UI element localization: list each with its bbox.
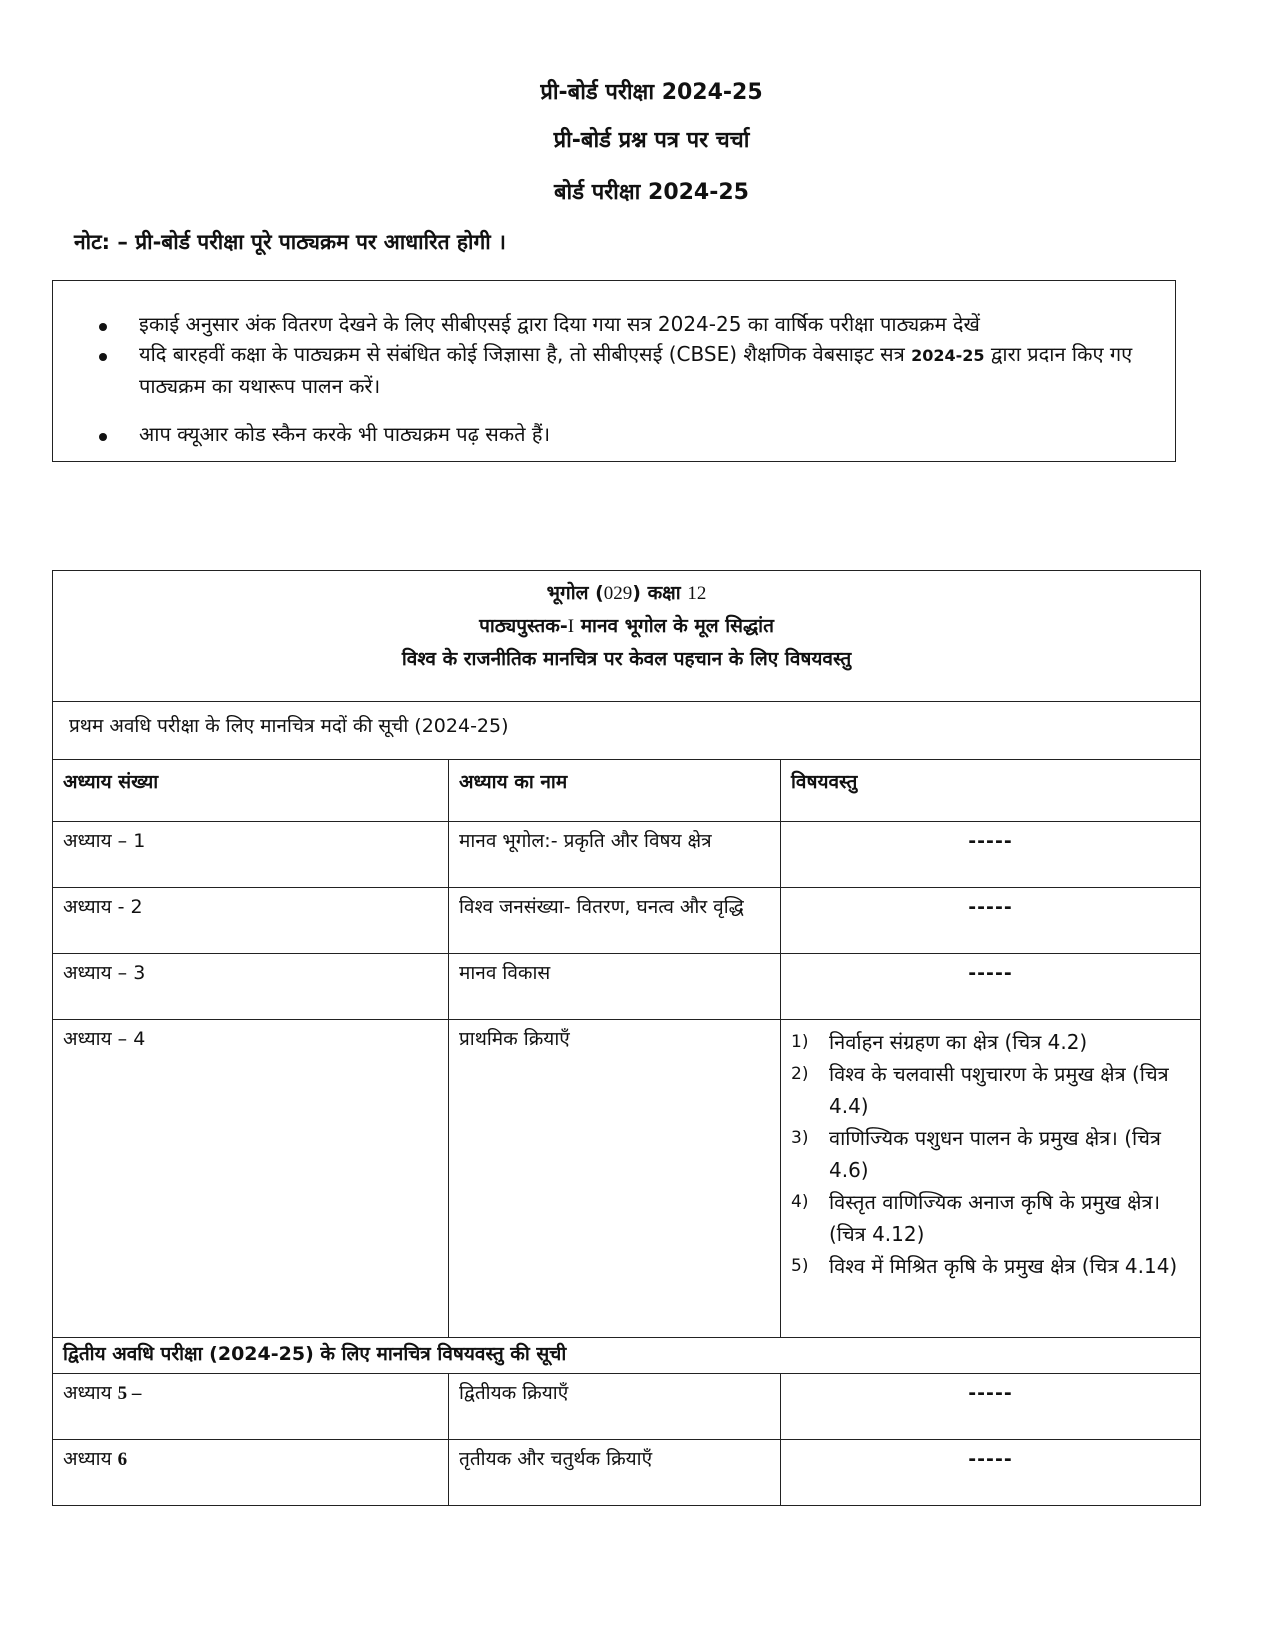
chapter-name: द्वितीयक क्रियाएँ	[449, 1374, 781, 1440]
term1-heading: प्रथम अवधि परीक्षा के लिए मानचित्र मदों की सूची (2024-25)	[53, 702, 1201, 760]
table-title-line-3: विश्व के राजनीतिक मानचित्र पर केवल पहचान के लिए विषयवस्तु	[401, 648, 852, 670]
map-item	[791, 1250, 1200, 1282]
chapter-num: 5 –	[117, 1383, 142, 1404]
table-row	[53, 1374, 1201, 1440]
term2-heading: द्वितीय अवधि परीक्षा (2024-25) के लिए मानचित्र विषयवस्तु की सूची	[53, 1338, 1201, 1374]
map-item-text: वाणिज्यिक पशुधन पालन के प्रमुख क्षेत्र। (चित्र 4.6)	[829, 1126, 1161, 1182]
chapter-name: मानव विकास	[449, 954, 781, 1020]
chapter-content: -----	[781, 888, 1201, 954]
table-row	[53, 888, 1201, 954]
map-item-number: 1)	[791, 1032, 809, 1052]
table-title	[53, 571, 1201, 702]
chapter-name: विश्व जनसंख्या- वितरण, घनत्व और वृद्धि	[449, 888, 781, 954]
table-header-row	[53, 760, 1201, 822]
info-item-2-text-b: द्वारा प्रदान किए गए पाठ्यक्रम का यथारूप पालन करें।	[139, 342, 1133, 398]
map-item-text: विश्व में मिश्रित कृषि के प्रमुख क्षेत्र (चित्र 4.14)	[829, 1254, 1178, 1278]
info-item-2-year: 2024-25	[911, 346, 985, 365]
chapter-number	[53, 1374, 449, 1440]
exam-subtitle: प्री-बोर्ड प्रश्न पत्र पर चर्चा	[553, 128, 750, 153]
textbook-label: पाठ्यपुस्तक-	[479, 615, 568, 637]
note-text: नोट: – प्री-बोर्ड परीक्षा पूरे पाठ्यक्रम पर आधारित होगी ।	[74, 230, 507, 254]
map-item-text: विश्व के चलवासी पशुचारण के प्रमुख क्षेत्र (चित्र 4.4)	[829, 1062, 1169, 1118]
map-item-number: 3)	[791, 1128, 809, 1148]
chapter-name: मानव भूगोल:- प्रकृति और विषय क्षेत्र	[449, 822, 781, 888]
class-number: 12	[687, 583, 707, 604]
table-row	[53, 954, 1201, 1020]
textbook-number: I	[567, 616, 575, 637]
table-title-line-1	[53, 577, 1200, 610]
chapter-num: 6	[117, 1449, 128, 1470]
chapter-content: -----	[781, 1374, 1201, 1440]
chapter-number: अध्याय – 3	[53, 954, 449, 1020]
chapter-number: अध्याय – 4	[53, 1020, 449, 1338]
map-item	[791, 1058, 1200, 1122]
chapter-content: -----	[781, 954, 1201, 1020]
col-header-content: विषयवस्तु	[781, 760, 1201, 822]
info-item-1: इकाई अनुसार अंक वितरण देखने के लिए सीबीएसई द्वारा दिया गया सत्र 2024-25 का वार्षिक परीक्षा पाठ्यक्रम देखें	[99, 309, 1149, 339]
chapter-content: -----	[781, 1440, 1201, 1506]
map-item-text: निर्वाहन संग्रहण का क्षेत्र (चित्र 4.2)	[829, 1030, 1088, 1054]
subject-name: भूगोल (	[546, 582, 604, 604]
subject-code: 029	[603, 583, 633, 604]
board-exam-title: बोर्ड परीक्षा 2024-25	[554, 180, 749, 205]
exam-title: प्री-बोर्ड परीक्षा 2024-25	[540, 80, 763, 105]
map-item-number: 4)	[791, 1192, 809, 1212]
info-item-2	[99, 339, 1149, 401]
info-item-3: आप क्यूआर कोड स्कैन करके भी पाठ्यक्रम पढ़ सकते हैं।	[99, 419, 1149, 449]
map-item-number: 2)	[791, 1064, 809, 1084]
info-list	[99, 309, 1149, 449]
chapter-number: अध्याय – 1	[53, 822, 449, 888]
chapter-number	[53, 1440, 449, 1506]
map-items-table	[52, 570, 1201, 1506]
textbook-name: मानव भूगोल के मूल सिद्धांत	[580, 615, 774, 637]
table-title-line-2	[53, 610, 1200, 643]
col-header-chapter-number: अध्याय संख्या	[53, 760, 449, 822]
col-header-chapter-name: अध्याय का नाम	[449, 760, 781, 822]
table-row	[53, 822, 1201, 888]
chapter-content	[781, 1020, 1201, 1338]
map-item-number: 5)	[791, 1256, 809, 1276]
chapter-content: -----	[781, 822, 1201, 888]
info-box	[52, 280, 1176, 462]
map-item	[791, 1186, 1200, 1250]
chapter-prefix: अध्याय	[63, 1448, 112, 1470]
chapter-prefix: अध्याय	[63, 1382, 112, 1404]
map-item	[791, 1122, 1200, 1186]
chapter-number: अध्याय - 2	[53, 888, 449, 954]
table-row	[53, 1440, 1201, 1506]
chapter-name: प्राथमिक क्रियाएँ	[449, 1020, 781, 1338]
class-label: ) कक्षा	[632, 582, 681, 604]
info-item-2-text-a: यदि बारहवीं कक्षा के पाठ्यक्रम से संबंधित कोई जिज्ञासा है, तो सीबीएसई (CBSE) शैक्षणिक वेबसाइट सत्र	[139, 342, 905, 366]
table-row	[53, 1020, 1201, 1338]
chapter-name: तृतीयक और चतुर्थक क्रियाएँ	[449, 1440, 781, 1506]
map-item-list	[791, 1026, 1200, 1282]
map-item-text: विस्तृत वाणिज्यिक अनाज कृषि के प्रमुख क्षेत्र। (चित्र 4.12)	[829, 1190, 1161, 1246]
map-item	[791, 1026, 1200, 1058]
